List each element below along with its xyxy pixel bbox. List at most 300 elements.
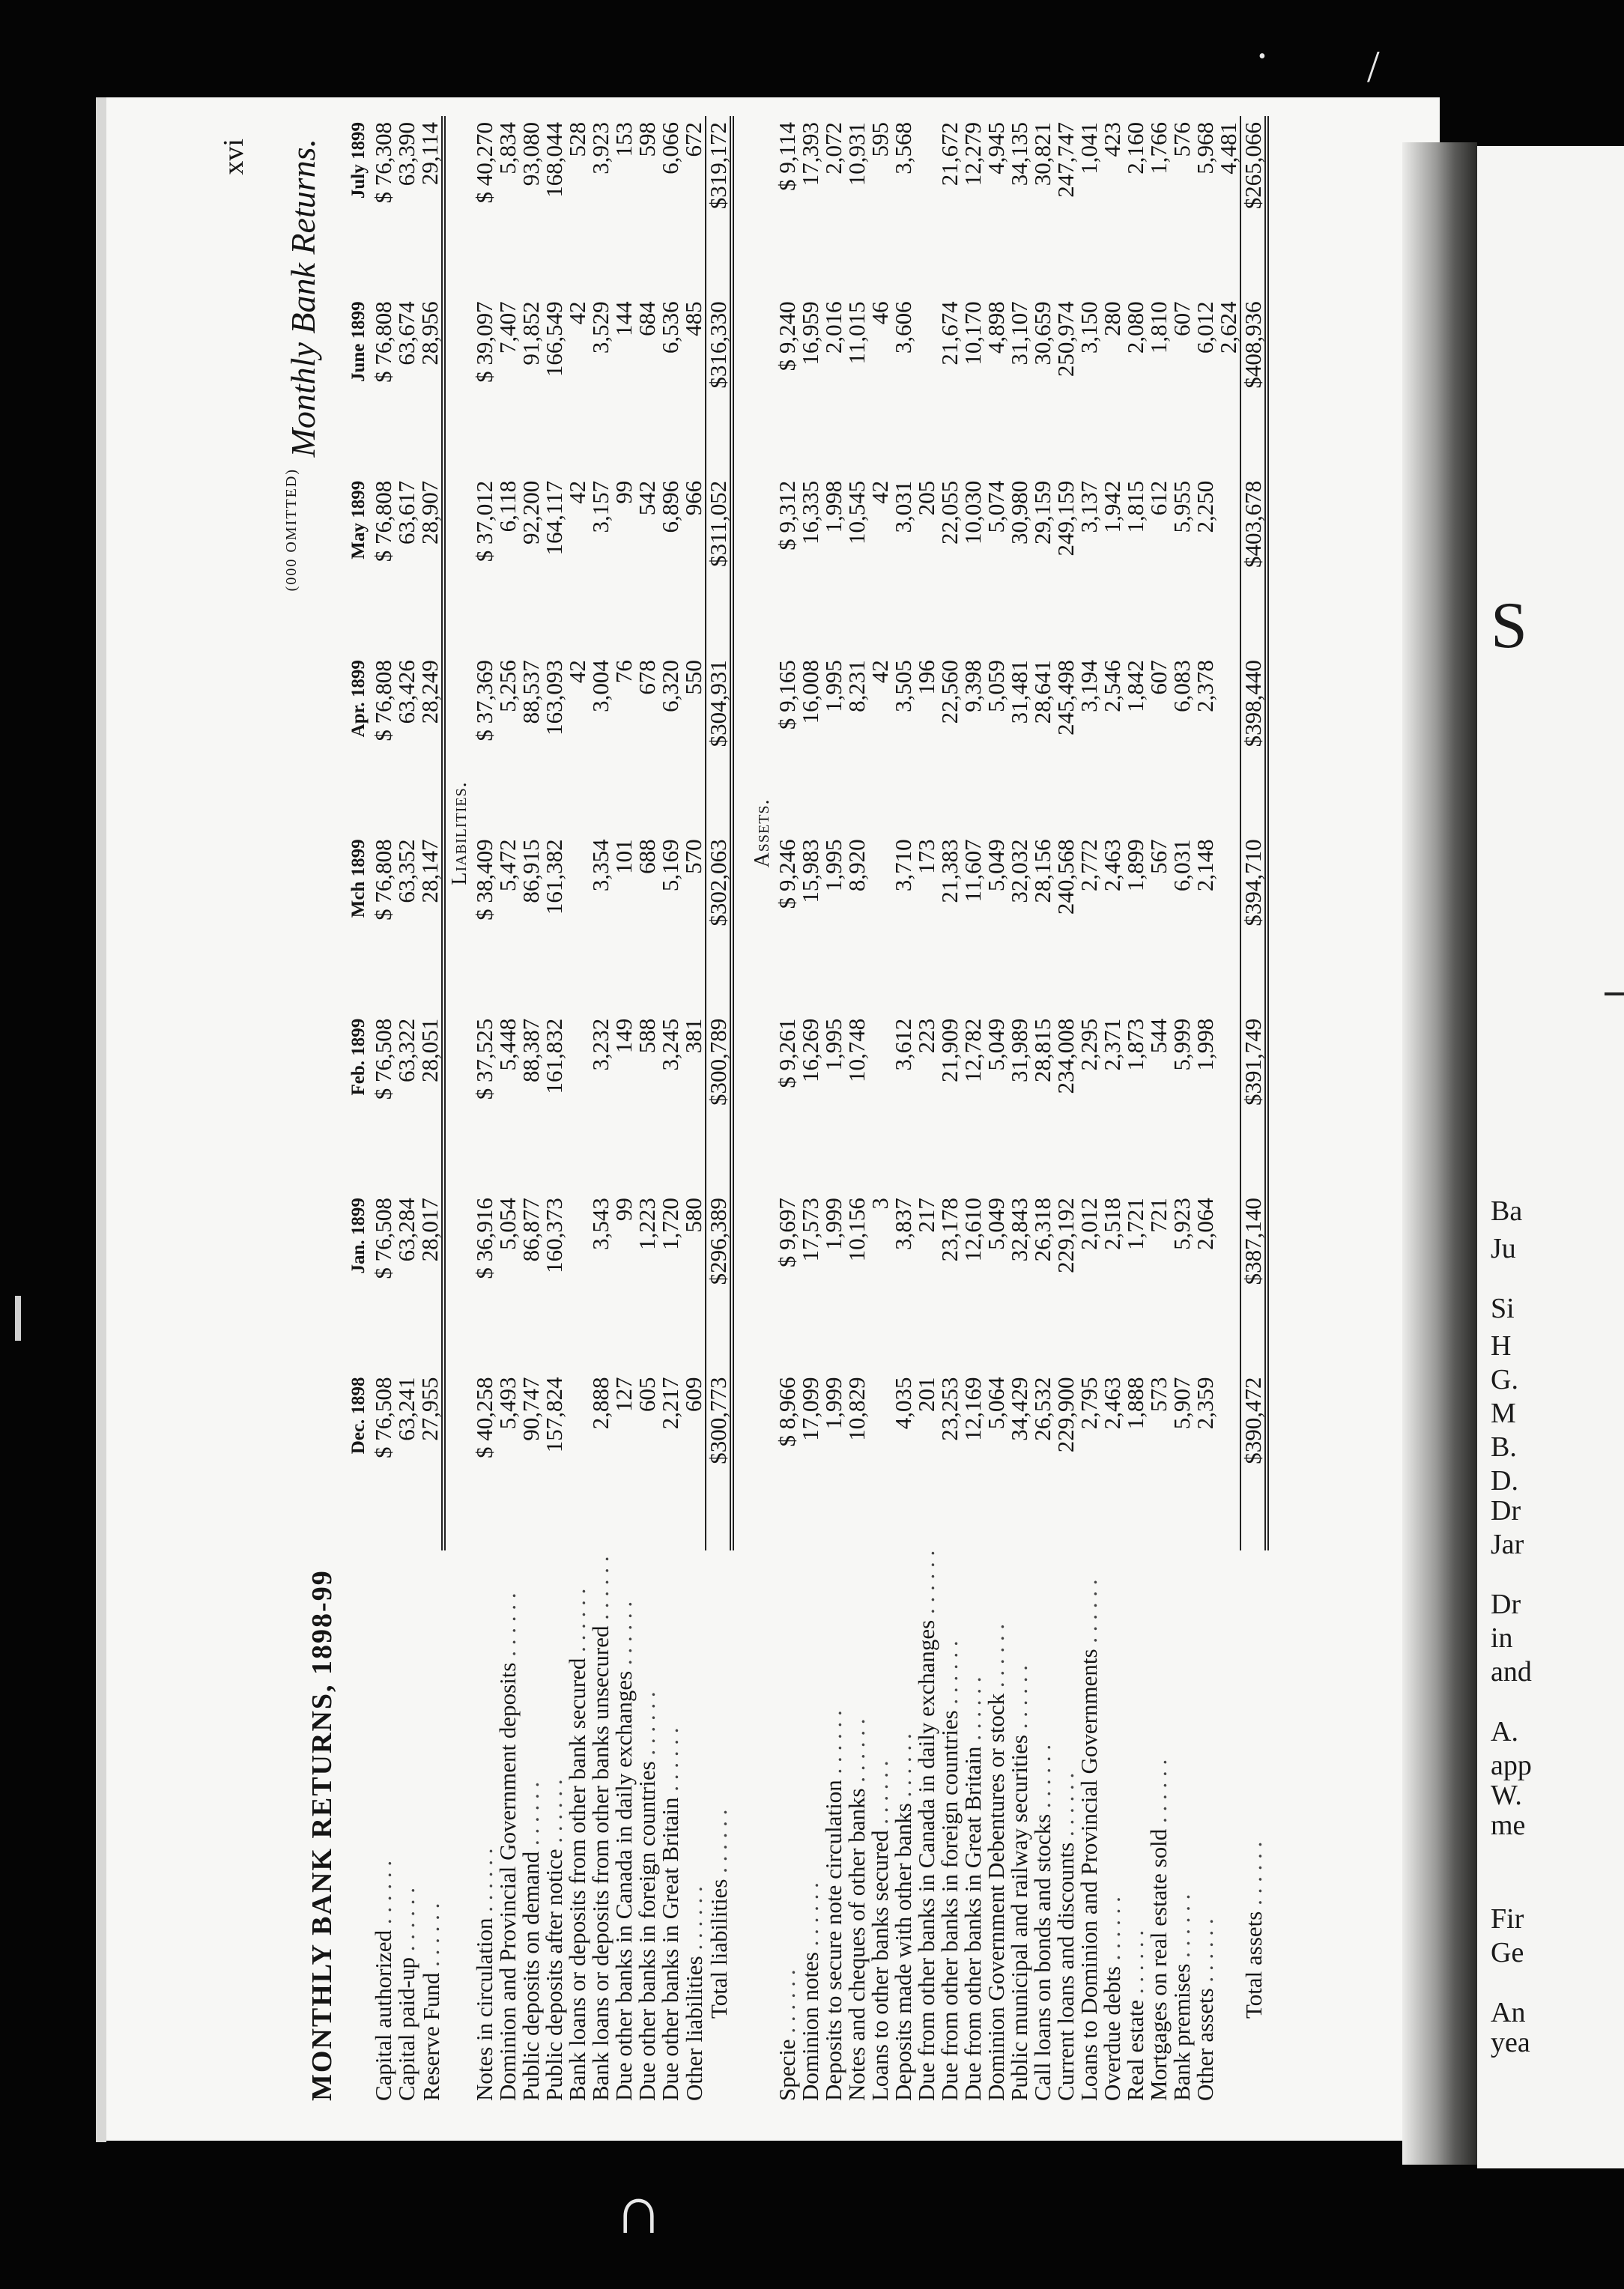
cell-value: 28,051 bbox=[418, 1013, 443, 1192]
cell-value: 1,999 bbox=[820, 1198, 846, 1250]
facing-page-big-letter: S bbox=[1491, 589, 1527, 662]
cell-value: 250,974 bbox=[1052, 301, 1079, 378]
cell-value: 166,549 bbox=[541, 301, 567, 378]
cell-value: 684 bbox=[634, 301, 660, 336]
cell-value: 4,945 bbox=[983, 122, 1009, 175]
cell-value: 1,720 bbox=[657, 1198, 683, 1250]
cell-value: 5,907 bbox=[1169, 1377, 1195, 1430]
table-body bbox=[372, 116, 1267, 2101]
row-label: Total liabilities . . . . . . bbox=[706, 1809, 732, 2019]
cell-value: 31,107 bbox=[1006, 301, 1032, 366]
cell-value: 672 bbox=[680, 122, 706, 157]
cell-value: 101 bbox=[610, 839, 637, 874]
cell-value: 605 bbox=[634, 1377, 660, 1412]
row-label: Dominion and Provincial Government deposits . . . . . . bbox=[494, 1592, 521, 2101]
row-label: Dominion Government Debentures or stock . . . . . . bbox=[983, 1623, 1009, 2101]
cell-value: 5,968 bbox=[1192, 122, 1218, 175]
liability-row bbox=[542, 116, 566, 2101]
dot-leader: . . . . . . bbox=[960, 1676, 986, 1747]
cell-value: 6,118 bbox=[494, 480, 521, 533]
cell-value bbox=[1217, 1371, 1240, 1550]
facing-page-line: B. bbox=[1491, 1431, 1517, 1463]
page-number: xvi bbox=[218, 139, 249, 175]
cell-value: 5,049 bbox=[983, 839, 1009, 892]
cell-value: 205 bbox=[913, 480, 939, 516]
cell-value: 3,837 bbox=[890, 1198, 916, 1250]
dot-leader: . . . . . . bbox=[706, 1809, 732, 1879]
page-title: MONTHLY BANK RETURNS, 1898-99 bbox=[306, 1569, 338, 2101]
cell-value: $311,052 bbox=[706, 475, 732, 654]
cell-value: 4,035 bbox=[890, 1377, 916, 1430]
cell-value: 42 bbox=[867, 480, 893, 504]
column-header: May 1899 bbox=[348, 480, 369, 560]
rotated-table-block bbox=[218, 116, 1423, 2101]
cell-value: 10,748 bbox=[843, 1018, 870, 1083]
asset-row bbox=[1008, 116, 1031, 2101]
cell-value: 3,543 bbox=[587, 1198, 613, 1250]
cell-value: 1,942 bbox=[1099, 480, 1125, 533]
row-label: Other assets . . . . . . bbox=[1192, 1918, 1218, 2101]
cell-value: 5,834 bbox=[494, 122, 521, 175]
row-label: Due from other banks in Great Britain . . . . . . bbox=[960, 1676, 986, 2101]
section-heading-row bbox=[443, 116, 473, 2101]
cell-value: 3,568 bbox=[890, 122, 916, 175]
cell-value: 3,004 bbox=[587, 660, 613, 712]
cell-value: 2,148 bbox=[1192, 839, 1218, 892]
cell-value: 966 bbox=[680, 480, 706, 516]
cell-value: 31,481 bbox=[1006, 660, 1032, 724]
cell-value: 609 bbox=[680, 1377, 706, 1412]
cell-value: 63,674 bbox=[393, 301, 419, 366]
cell-value: 23,253 bbox=[936, 1377, 963, 1441]
asset-row bbox=[1100, 116, 1124, 2101]
cell-value: 21,674 bbox=[936, 301, 963, 366]
dot-leader: . . . . . . bbox=[843, 1718, 870, 1789]
cell-value: 17,393 bbox=[797, 122, 823, 187]
cell-value: 63,352 bbox=[393, 839, 419, 903]
cell-value: 88,387 bbox=[518, 1018, 544, 1083]
cell-value: 34,135 bbox=[1006, 122, 1032, 187]
cell-value: 580 bbox=[680, 1198, 706, 1233]
liability-row bbox=[682, 116, 706, 2101]
asset-row bbox=[891, 116, 915, 2101]
facing-page-line: and bbox=[1491, 1656, 1532, 1688]
cell-value: 34,429 bbox=[1006, 1377, 1032, 1441]
dot-leader: . . . . . . bbox=[494, 1592, 521, 1663]
cell-value: $ 9,114 bbox=[774, 122, 800, 191]
cell-value: 63,617 bbox=[393, 480, 419, 545]
cell-value: 16,008 bbox=[797, 660, 823, 724]
spacer-row bbox=[732, 116, 748, 2101]
cell-value: 28,017 bbox=[418, 1192, 443, 1371]
cell-value: 3,232 bbox=[587, 1018, 613, 1071]
cell-value: 1,998 bbox=[1192, 1018, 1218, 1071]
cell-value: 160,373 bbox=[541, 1198, 567, 1273]
row-label: Specie . . . . . . bbox=[774, 1969, 800, 2101]
cell-value: 3,606 bbox=[890, 301, 916, 354]
cell-value: 598 bbox=[634, 122, 660, 157]
cell-value: 6,012 bbox=[1192, 301, 1218, 354]
cell-value: 2,072 bbox=[820, 122, 846, 175]
cell-value: 5,064 bbox=[983, 1377, 1009, 1430]
row-label: Bank premises . . . . . . bbox=[1169, 1894, 1195, 2101]
cell-value: 5,049 bbox=[983, 1198, 1009, 1250]
asset-row bbox=[1147, 116, 1170, 2101]
cell-value: $300,773 bbox=[706, 1371, 732, 1550]
cell-value: 3,710 bbox=[890, 839, 916, 892]
dot-leader: . . . . . . bbox=[1192, 1918, 1218, 1989]
facing-page-line: Jar bbox=[1491, 1529, 1524, 1560]
cell-value: $ 8,966 bbox=[774, 1377, 800, 1447]
capital-row bbox=[418, 116, 443, 2101]
cell-value: 26,532 bbox=[1029, 1377, 1055, 1441]
cell-value: 42 bbox=[564, 480, 590, 504]
capital-row bbox=[395, 116, 418, 2101]
cell-value: 11,607 bbox=[960, 839, 986, 903]
cell-value: 573 bbox=[1145, 1377, 1172, 1412]
liability-row bbox=[612, 116, 635, 2101]
asset-row bbox=[775, 116, 799, 2101]
cell-value: 1,842 bbox=[1122, 660, 1148, 712]
cell-value: 2,463 bbox=[1099, 839, 1125, 892]
facing-page-line: A. bbox=[1491, 1716, 1518, 1747]
cell-value: 1,721 bbox=[1122, 1198, 1148, 1250]
cell-value: 1,998 bbox=[820, 480, 846, 533]
row-label: Loans to Dominion and Provincial Governments . . . . . . bbox=[1076, 1579, 1102, 2101]
dot-leader: . . . . . . bbox=[471, 1848, 497, 1918]
row-label: Notes in circulation . . . . . . bbox=[471, 1848, 497, 2101]
cell-value: $ 9,246 bbox=[774, 839, 800, 909]
row-label: Public deposits after notice . . . . . . bbox=[541, 1779, 567, 2101]
cell-value: 42 bbox=[564, 660, 590, 684]
cell-value: $398,440 bbox=[1240, 654, 1267, 833]
cell-value: 10,030 bbox=[960, 480, 986, 545]
cell-value: 63,426 bbox=[393, 660, 419, 724]
row-label: Due other banks in Canada in daily exchanges . . . . . . bbox=[610, 1601, 637, 2101]
cell-value: 28,249 bbox=[418, 654, 443, 833]
cell-value: 2,463 bbox=[1099, 1377, 1125, 1430]
cell-value: 2,371 bbox=[1099, 1018, 1125, 1071]
cell-value: 86,915 bbox=[518, 839, 544, 903]
cell-value: 63,241 bbox=[393, 1377, 419, 1441]
cell-value: 90,747 bbox=[518, 1377, 544, 1441]
cell-value: 3,505 bbox=[890, 660, 916, 712]
cell-value: 2,295 bbox=[1076, 1018, 1102, 1071]
asset-row bbox=[984, 116, 1008, 2101]
cell-value: 423 bbox=[1099, 122, 1125, 157]
facing-page-line: H bbox=[1491, 1330, 1512, 1362]
cell-value: 30,659 bbox=[1029, 301, 1055, 366]
cell-value: 28,641 bbox=[1029, 660, 1055, 724]
cell-value: $403,678 bbox=[1240, 475, 1267, 654]
cell-value: $ 37,525 bbox=[471, 1018, 497, 1100]
cell-value: $ 40,270 bbox=[471, 122, 497, 204]
cell-value: 2,772 bbox=[1076, 839, 1102, 892]
cell-value: 229,900 bbox=[1052, 1377, 1079, 1453]
row-label: Other liabilities . . . . . . bbox=[680, 1886, 707, 2101]
cell-value: 92,200 bbox=[518, 480, 544, 545]
cell-value: 16,269 bbox=[797, 1018, 823, 1083]
row-label: Reserve Fund . . . . . . bbox=[417, 1903, 444, 2101]
table-header-area bbox=[218, 116, 345, 2101]
cell-value: $ 76,808 bbox=[370, 480, 396, 563]
row-label: Current loans and discounts . . . . . . bbox=[1052, 1772, 1079, 2101]
cell-value: 5,923 bbox=[1169, 1198, 1195, 1250]
cell-value: 22,560 bbox=[936, 660, 963, 724]
cell-value: 29,114 bbox=[418, 116, 443, 295]
cell-value: 31,989 bbox=[1006, 1018, 1032, 1083]
cell-value: $ 76,508 bbox=[370, 1198, 396, 1279]
cell-value: 280 bbox=[1099, 301, 1125, 336]
cell-value: 11,015 bbox=[843, 301, 870, 365]
asset-row bbox=[1077, 116, 1100, 2101]
cell-value: 28,147 bbox=[418, 833, 443, 1012]
row-label: Public municipal and railway securities . . . . . . bbox=[1006, 1665, 1032, 2101]
cell-value: 6,536 bbox=[657, 301, 683, 354]
dot-leader: . . . . . . bbox=[890, 1733, 916, 1804]
cell-value: 10,170 bbox=[960, 301, 986, 366]
asset-row bbox=[961, 116, 984, 2101]
cell-value bbox=[566, 1013, 589, 1192]
cell-value: 28,956 bbox=[418, 295, 443, 474]
cell-value: 2,160 bbox=[1122, 122, 1148, 175]
cell-value: $265,066 bbox=[1240, 116, 1267, 295]
cell-value: 63,322 bbox=[393, 1018, 419, 1083]
cell-value: $ 37,012 bbox=[471, 480, 497, 563]
cell-value: 12,279 bbox=[960, 122, 986, 187]
cell-value: 2,016 bbox=[820, 301, 846, 354]
cell-value: 12,610 bbox=[960, 1198, 986, 1262]
dot-leader: . . . . . . bbox=[518, 1781, 544, 1852]
section-heading-row bbox=[748, 116, 775, 2101]
cell-value: $ 76,508 bbox=[370, 1377, 396, 1458]
cell-value: 247,747 bbox=[1052, 122, 1079, 198]
cell-value: $296,389 bbox=[706, 1192, 732, 1371]
cell-value: 5,169 bbox=[657, 839, 683, 892]
cell-value: 3,354 bbox=[587, 839, 613, 892]
cell-value: 63,284 bbox=[393, 1198, 419, 1262]
cell-value: 76 bbox=[610, 660, 637, 684]
cell-value: 234,008 bbox=[1052, 1018, 1079, 1094]
row-label: Dominion notes . . . . . . bbox=[797, 1882, 823, 2101]
cell-value: 5,054 bbox=[494, 1198, 521, 1250]
cell-value: 381 bbox=[680, 1018, 706, 1054]
cell-value: 149 bbox=[610, 1018, 637, 1054]
column-header: Feb. 1899 bbox=[348, 1018, 369, 1096]
cell-value: $319,172 bbox=[706, 116, 732, 295]
cell-value: 10,829 bbox=[843, 1377, 870, 1441]
liability-row bbox=[635, 116, 658, 2101]
dot-leader: . . . . . . bbox=[913, 1550, 939, 1620]
cell-value: $302,063 bbox=[706, 833, 732, 1012]
cell-value bbox=[868, 833, 891, 1012]
cell-value: 576 bbox=[1169, 122, 1195, 157]
row-label: Bank loans or deposits from other banks unsecured . . . . . . bbox=[587, 1556, 613, 2101]
cell-value: 161,382 bbox=[541, 839, 567, 915]
cell-value: 99 bbox=[610, 1198, 637, 1222]
cell-value: 7,407 bbox=[494, 301, 521, 354]
cell-value: 12,169 bbox=[960, 1377, 986, 1441]
cell-value: 229,192 bbox=[1052, 1198, 1079, 1273]
cell-value: 3,031 bbox=[890, 480, 916, 533]
row-label: Capital paid-up . . . . . . bbox=[393, 1888, 419, 2101]
cell-value: 6,896 bbox=[657, 480, 683, 533]
row-label: Notes and cheques of other banks . . . . . . bbox=[843, 1718, 870, 2101]
scan-speck: • bbox=[1258, 45, 1266, 68]
cell-value: 27,955 bbox=[418, 1371, 443, 1550]
cell-value: 26,318 bbox=[1029, 1198, 1055, 1262]
scan-clip-mark bbox=[15, 1296, 21, 1341]
cell-value: 2,012 bbox=[1076, 1198, 1102, 1250]
dot-leader: . . . . . . bbox=[680, 1886, 707, 1956]
cell-value: 2,217 bbox=[657, 1377, 683, 1430]
cell-value: 10,931 bbox=[843, 122, 870, 187]
cell-value bbox=[566, 1192, 589, 1371]
cell-value: $ 9,261 bbox=[774, 1018, 800, 1088]
cell-value: 1,766 bbox=[1145, 122, 1172, 175]
cell-value: 544 bbox=[1145, 1018, 1172, 1054]
dot-leader: . . . . . . bbox=[564, 1588, 590, 1658]
facing-page-rule bbox=[1605, 992, 1624, 995]
facing-page-line: Ba bbox=[1491, 1195, 1523, 1227]
cell-value: 485 bbox=[680, 301, 706, 336]
cell-value: 2,546 bbox=[1099, 660, 1125, 712]
cell-value: 588 bbox=[634, 1018, 660, 1054]
cell-value: 127 bbox=[610, 1377, 637, 1412]
row-label: Due from other banks in Canada in daily exchanges . . . . . . bbox=[913, 1550, 939, 2101]
facing-page-line: G. bbox=[1491, 1364, 1518, 1395]
section-heading: Liabilities. bbox=[447, 781, 471, 885]
cell-value: 2,378 bbox=[1192, 660, 1218, 712]
cell-value: 5,256 bbox=[494, 660, 521, 712]
cell-value: 6,031 bbox=[1169, 839, 1195, 892]
row-label: Deposits to secure note circulation . . . . . . bbox=[820, 1710, 846, 2101]
dot-leader: . . . . . . bbox=[983, 1623, 1009, 1694]
facing-page bbox=[1477, 146, 1624, 2168]
asset-row bbox=[1217, 116, 1240, 2101]
cell-value: 1,041 bbox=[1076, 122, 1102, 175]
facing-page-line: Dr bbox=[1491, 1589, 1521, 1620]
row-label: Real estate . . . . . . bbox=[1122, 1929, 1148, 2101]
cell-value: 157,824 bbox=[541, 1377, 567, 1453]
cell-value: 42 bbox=[867, 660, 893, 684]
asset-row bbox=[1170, 116, 1193, 2101]
cell-value: 28,907 bbox=[418, 475, 443, 654]
cell-value: 8,231 bbox=[843, 660, 870, 712]
cell-value: 161,832 bbox=[541, 1018, 567, 1094]
cell-value: 1,999 bbox=[820, 1377, 846, 1430]
dot-leader: . . . . . . bbox=[1099, 1897, 1125, 1967]
cell-value: 3,157 bbox=[587, 480, 613, 533]
cell-value: 245,498 bbox=[1052, 660, 1079, 736]
cell-value: 17,099 bbox=[797, 1377, 823, 1441]
facing-page-line: in bbox=[1491, 1622, 1513, 1654]
dot-leader: . . . . . . bbox=[1122, 1929, 1148, 2000]
cell-value: 15,983 bbox=[797, 839, 823, 903]
cell-value bbox=[1217, 475, 1240, 654]
cell-value: 6,320 bbox=[657, 660, 683, 712]
liability-row bbox=[566, 116, 589, 2101]
cell-value: 88,537 bbox=[518, 660, 544, 724]
cell-value: 567 bbox=[1145, 839, 1172, 874]
scan-curl-mark: ∩ bbox=[614, 2174, 663, 2248]
column-header-row bbox=[345, 116, 372, 2101]
cell-value: 173 bbox=[913, 839, 939, 874]
row-label: Capital authorized . . . . . . bbox=[370, 1860, 396, 2101]
asset-row bbox=[868, 116, 891, 2101]
cell-value: 63,390 bbox=[393, 122, 419, 187]
cell-value: 1,888 bbox=[1122, 1377, 1148, 1430]
cell-value: 144 bbox=[610, 301, 637, 336]
liability-row bbox=[473, 116, 496, 2101]
cell-value: 3,194 bbox=[1076, 660, 1102, 712]
row-label bbox=[1217, 1550, 1240, 2101]
cell-value: 612 bbox=[1145, 480, 1172, 516]
cell-value: $394,710 bbox=[1240, 833, 1267, 1012]
cell-value: 528 bbox=[564, 122, 590, 157]
cell-value: 91,852 bbox=[518, 301, 544, 366]
page-edge bbox=[96, 97, 106, 2142]
cell-value: 5,074 bbox=[983, 480, 1009, 533]
facing-page-line: D. bbox=[1491, 1465, 1518, 1497]
cell-value: $300,789 bbox=[706, 1013, 732, 1192]
dot-leader: . . . . . . bbox=[820, 1710, 846, 1780]
row-label: Public deposits on demand . . . . . . bbox=[518, 1781, 544, 2101]
facing-page-line: An bbox=[1491, 1997, 1526, 2028]
cell-value: 5,059 bbox=[983, 660, 1009, 712]
cell-value: 5,955 bbox=[1169, 480, 1195, 533]
dot-leader: . . . . . . bbox=[1029, 1744, 1055, 1814]
cell-value: 1,810 bbox=[1145, 301, 1172, 354]
total-liabilities-row bbox=[706, 116, 732, 2101]
cell-value: 4,898 bbox=[983, 301, 1009, 354]
liability-row bbox=[658, 116, 682, 2101]
cell-value: 5,493 bbox=[494, 1377, 521, 1430]
row-label: Deposits made with other banks . . . . . . bbox=[890, 1733, 916, 2101]
dot-leader: . . . . . . bbox=[541, 1779, 567, 1849]
cell-value: $ 76,808 bbox=[370, 660, 396, 742]
facing-page-line: Dr bbox=[1491, 1495, 1521, 1526]
asset-row bbox=[799, 116, 822, 2101]
cell-value: $ 9,697 bbox=[774, 1198, 800, 1268]
asset-row bbox=[1193, 116, 1217, 2101]
cell-value: 217 bbox=[913, 1198, 939, 1233]
cell-value: 2,064 bbox=[1192, 1198, 1218, 1250]
cell-value: 223 bbox=[913, 1018, 939, 1054]
bank-returns-table bbox=[345, 116, 1269, 2101]
cell-value: 8,920 bbox=[843, 839, 870, 892]
facing-page-line: M bbox=[1491, 1398, 1516, 1429]
liability-row bbox=[589, 116, 612, 2101]
cell-value: 23,178 bbox=[936, 1198, 963, 1262]
facing-page-line: me bbox=[1491, 1810, 1526, 1841]
dot-leader: . . . . . . bbox=[634, 1691, 660, 1762]
cell-value: $ 36,916 bbox=[471, 1198, 497, 1279]
cell-value: 21,383 bbox=[936, 839, 963, 903]
cell-value: 32,843 bbox=[1006, 1198, 1032, 1262]
column-header: July 1899 bbox=[348, 122, 369, 199]
cell-value: 4,481 bbox=[1215, 122, 1241, 175]
cell-value: $304,931 bbox=[706, 654, 732, 833]
cell-value: 721 bbox=[1145, 1198, 1172, 1233]
cell-value: 5,999 bbox=[1169, 1018, 1195, 1071]
column-header: Jan. 1899 bbox=[348, 1198, 369, 1274]
liability-row bbox=[496, 116, 519, 2101]
row-label: Total assets . . . . . . bbox=[1240, 1841, 1267, 2019]
cell-value: 3,150 bbox=[1076, 301, 1102, 354]
section-heading: Assets. bbox=[750, 798, 774, 868]
cell-value: 678 bbox=[634, 660, 660, 695]
